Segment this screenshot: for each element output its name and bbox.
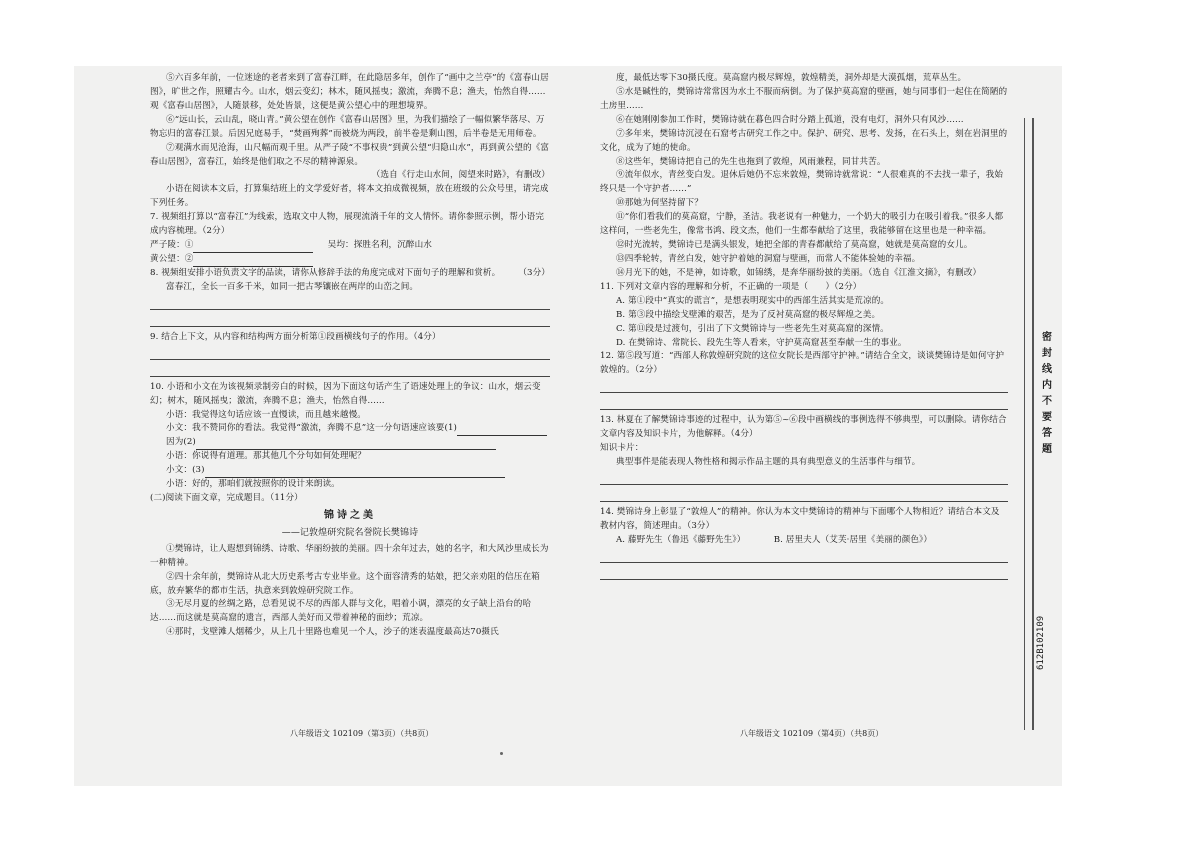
q7-a-blank[interactable] [193, 243, 313, 253]
seal-line-notice: 密封线内不要答题 [1042, 332, 1052, 455]
q8-text: 8. 视频组安排小语负责文字的品读，请你从修辞手法的角度完成对下面句子的理解和赏析。 [150, 267, 501, 278]
question-12: 12. 第⑤段写道：“西部人称敦煌研究院的这位女院长是西部守护神。”请结合全文，谈谈樊锦诗是如何守护敦煌的。（2分） [600, 351, 1005, 376]
q7-answer-row [150, 239, 550, 253]
q7-b-blank[interactable] [193, 257, 313, 267]
q7-b-label: 黄公望：② [150, 253, 194, 264]
dialogue-line: 小语：好的，那咱们就按照你的设计来朗读。 [166, 479, 340, 490]
article-subtitle: ——记敦煌研究院名誉院长樊锦诗 [281, 528, 419, 539]
answer-line[interactable] [600, 380, 1008, 393]
dialogue-text: 因为(2) [166, 437, 196, 448]
dialogue-line [150, 464, 550, 478]
article-paragraph: ④那时，戈壁滩人烟稀少，从上几十里路也难见一个人，沙子的迷表温度最高达70摄氏 [166, 627, 499, 638]
article-paragraph: ⑫时光流转，樊锦诗已是满头银发，她把全部的青春都献给了莫高窟，她就是莫高窟的女儿。 [616, 240, 973, 251]
scan-speck [500, 752, 503, 755]
knowledge-card-text: 典型事件是能表现人物性格和揭示作品主题的具有典型意义的生活事件与细节。 [616, 457, 921, 468]
passage-source: （选自《行走山水间，阅望来时路》，有删改） [371, 170, 550, 181]
article-paragraph: 度，最低达零下30摄氏度。莫高窟内极尽辉煌，敦煌精美，洞外却是大漠孤烟，荒草丛生。 [616, 73, 967, 83]
answer-line[interactable] [600, 489, 1008, 502]
task-intro: 小语在阅读本文后，打算集结班上的文学爱好者，将本文拍成微视频，放在班级的公众号里，请完成下列任务。 [150, 184, 549, 209]
question-13: 13. 林夏在了解樊锦诗事迹的过程中，认为第⑤~⑥段中画横线的事例选得不够典型，可以删除。请你结合文章内容及知识卡片，为他解释。（4分） [600, 415, 1007, 440]
q8-score: （3分） [518, 267, 550, 278]
knowledge-card-label: 知识卡片： [600, 443, 644, 454]
seal-line [1024, 118, 1025, 730]
question-7: 7. 视频组打算以“富春江”为线索，选取文中人物，展现流淌千年的文人情怀。请你参照示例，帮小语完成内容梳理。（2分） [150, 212, 545, 237]
answer-line[interactable] [150, 297, 550, 310]
q8-quote: 富春江，全长一百多千米，如同一把古琴镶嵌在两岸的山峦之间。 [166, 281, 419, 292]
article-paragraph: ③无尽月夏的丝绸之路，总看见说不尽的西部人群与文化，唱着小调，漂亮的女子缺上沿台的哈达……而这就是莫高窟的遗言，西部人美好而又带着神秘的面纱；荒凉。 [150, 599, 532, 624]
q11-option-a[interactable]: A. 第①段中“真实的谎言”，是想表明现实中的西部生活其实是荒凉的。 [616, 295, 890, 306]
article-paragraph: ⑩那她为何坚持留下？ [616, 198, 703, 209]
section-heading: (二)阅读下面文章，完成题目。（11分） [150, 493, 303, 504]
answer-line[interactable] [600, 397, 1008, 410]
dialogue-text: 小文：(3) [166, 465, 205, 476]
q14-option-a[interactable]: A. 藤野先生（鲁迅《藤野先生》） [616, 534, 746, 545]
q11-option-b[interactable]: B. 第③段中描绘戈壁滩的艰苦，是为了反衬莫高窟的极尽辉煌之美。 [616, 309, 881, 320]
passage-paragraph: ⑤六百多年前，一位迷途的老者来到了富春江畔，在此隐居多年，创作了“画中之兰亭”的《富春山居图》，旷世之作，照耀古今。山水，烟云变幻；林木，随风摇曳；激流，奔腾不息；渔夫，怡然自得……观《富春山居图》，人随景移，处处皆景，这便是黄公望心中的理想境界。 [150, 73, 549, 111]
page-4 [600, 72, 1008, 584]
answer-line[interactable] [600, 550, 1008, 563]
q14-choices [600, 534, 1008, 548]
question-9: 9. 结合上下文，从内容和结构两方面分析第①段画横线句子的作用。（4分） [150, 331, 441, 342]
article-paragraph: ⑭月光下的她，不是神，如诗歌，如锦绣，是奔华丽纷披的美丽。（选自《江淮文摘》，有删改） [616, 267, 982, 278]
answer-line[interactable] [150, 314, 550, 327]
q7-answer-row-2 [150, 253, 550, 267]
answer-line[interactable] [150, 347, 550, 360]
answer-line[interactable] [600, 567, 1008, 580]
page-3 [150, 72, 550, 640]
seal-line [1032, 118, 1034, 730]
q11-option-c[interactable]: C. 第⑪段是过渡句，引出了下文樊锦诗与一些老先生对莫高窟的深情。 [616, 323, 889, 334]
answer-line[interactable] [150, 364, 550, 377]
article-paragraph: ⑨流年似水，青丝变白发。退休后她仍不忘来敦煌，樊锦诗就常说：“人很难真的不去找一辈子，我始终只是一个守护者……” [600, 170, 1004, 195]
answer-line[interactable] [600, 472, 1008, 485]
question-14: 14. 樊锦诗身上彰显了“敦煌人”的精神。你认为本文中樊锦诗的精神与下面哪个人物相近？请结合本文及教材内容，简述理由。（3分） [600, 506, 1000, 531]
q10-blank-3[interactable] [205, 468, 505, 478]
article-paragraph: ②四十余年前，樊锦诗从北大历史系考古专业毕业。这个面容清秀的姑娘，把父亲劝阻的信压在箱底，放弃繁华的都市生活，执意来到敦煌研究院工作。 [150, 571, 540, 596]
dialogue-line: 小语：你说得有道理。那其他几个分句如何处理呢？ [166, 451, 366, 462]
article-paragraph: ⑧这些年，樊锦诗把自己的先生也拖到了敦煌，风雨兼程，同甘共苦。 [616, 156, 886, 167]
article-paragraph: ⑬四季轮转，青丝白发，她守护着她的洞窟与壁画，而常人不能体验她的幸福。 [616, 253, 921, 264]
q11-option-d[interactable]: D. 在樊锦诗、常院长、段先生等人看来，守护莫高窟甚至奉献一生的事业。 [616, 337, 907, 348]
dialogue-line [150, 422, 550, 436]
dialogue-line: 小语：我觉得这句话应该一直慢读，而且越来越慢。 [166, 409, 366, 420]
passage-paragraph: ⑥“远山长，云山乱，晓山青。”黄公望在创作《富春山居图》里，为我们描绘了一幅似繁华落尽、万物忘归的富春江景。后因兄庭易手，“焚画殉葬”而被烧为两段，前半卷是剩山图，后半卷是无用师卷。 [150, 114, 545, 139]
dialogue-line [150, 436, 550, 450]
article-paragraph: ①樊锦诗，让人遐想到锦绣、诗歌、华丽纷披的美丽。四十余年过去，她的名字，和大风沙里成长为一种精神。 [150, 543, 549, 568]
q14-option-b[interactable]: B. 居里夫人（艾芙·居里《美丽的颜色》） [773, 534, 933, 545]
article-paragraph: ⑦多年来，樊锦诗沉浸在石窟考古研究工作之中。保护、研究、思考、发扬，在石头上，刻在岩洞里的文化，成为了她的使命。 [600, 128, 1008, 153]
question-10: 10. 小语和小文在为该视频录制旁白的时候，因为下面这句话产生了语速处理上的争议：山水，烟云变幻；树木，随风摇曳；激流，奔腾不息；渔夫，怡然自得…… [150, 381, 541, 406]
article-paragraph: ⑤水是碱性的，樊锦诗常常因为水土不服而病倒。为了保护莫高窟的壁画，她与同事们一起住在简陋的土房里…… [600, 86, 1008, 111]
page-4-footer: 八年级语文 102109（第4页）（共8页） [740, 729, 884, 738]
question-8 [150, 267, 550, 281]
article-paragraph: ⑪“你们看我们的莫高窟，宁静，圣洁。我老说有一种魅力，一个奶大的吸引力在吸引着我。”很多人都这样问，一些老先生，像常书鸿、段文杰，他们一生都奉献给了这里，我能够留在这里也是一种幸福。 [600, 212, 1004, 237]
q10-blank-2[interactable] [196, 440, 496, 450]
q7-example: 吴均：探胜名利，沉醉山水 [327, 240, 432, 251]
passage-paragraph: ⑦观满水而见沧海，山尺幅而观千里。从严子陵“不事权贵”到黄公望“归隐山水”，再到黄公望的《富春山居图》，富春江，始终是他们取之不尽的精神源泉。 [150, 142, 550, 167]
dialogue-text: 小文：我不赞同你的看法。我觉得“激流，奔腾不息”这一分句语速应该要(1) [166, 423, 457, 434]
q10-blank-1[interactable] [457, 426, 547, 436]
page-3-footer: 八年级语文 102109（第3页）（共8页） [290, 729, 434, 738]
question-11: 11. 下列对文章内容的理解和分析，不正确的一项是（ ）（2分） [600, 281, 862, 292]
article-paragraph: ⑥在她刚刚参加工作时，樊锦诗就在暮色四合时分踏上孤道，没有电灯，洞外只有风沙…… [616, 114, 964, 125]
exam-code: 612B102109 [1036, 615, 1046, 670]
article-title: 锦诗之美 [324, 509, 376, 521]
q7-a-label: 严子陵：① [150, 240, 194, 251]
